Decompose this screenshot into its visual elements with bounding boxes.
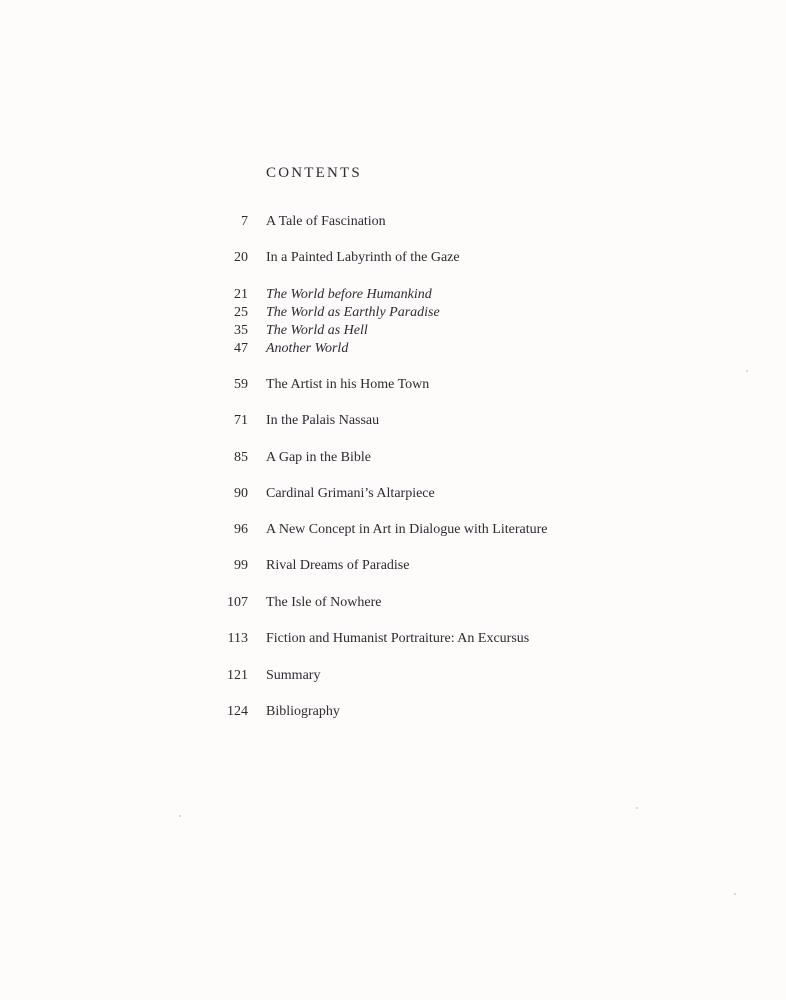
toc-subentry[interactable] — [0, 322, 786, 340]
toc-subtitle: The World before Humankind — [266, 287, 432, 302]
toc-entry[interactable] — [0, 594, 786, 612]
toc-title: Summary — [266, 668, 321, 683]
toc-page-number: 96 — [234, 522, 248, 537]
toc-entry[interactable] — [0, 449, 786, 467]
toc-entry[interactable] — [0, 376, 786, 394]
toc-title: Bibliography — [266, 704, 340, 719]
toc-entry[interactable] — [0, 249, 786, 267]
toc-entry[interactable] — [0, 213, 786, 231]
toc-page-number: 71 — [234, 413, 248, 428]
toc-title: The Artist in his Home Town — [266, 377, 430, 392]
toc-title: In a Painted Labyrinth of the Gaze — [266, 250, 460, 265]
toc-entry[interactable] — [0, 485, 786, 503]
toc-entry[interactable] — [0, 521, 786, 539]
toc-entry[interactable] — [0, 703, 786, 721]
toc-page-number: 113 — [227, 631, 248, 646]
toc-page-number: 124 — [227, 704, 248, 719]
contents-heading: CONTENTS — [266, 165, 362, 181]
paper-speck — [746, 370, 748, 372]
toc-title: Rival Dreams of Paradise — [266, 558, 410, 573]
toc-entry[interactable] — [0, 557, 786, 575]
paper-speck — [179, 815, 181, 817]
toc-page-number: 107 — [227, 595, 248, 610]
toc-subtitle: Another World — [266, 341, 349, 356]
toc-title: Cardinal Grimani’s Altarpiece — [266, 486, 435, 501]
toc-page-number: 25 — [234, 305, 248, 320]
toc-subentry[interactable] — [0, 340, 786, 358]
toc-page-number: 121 — [227, 668, 248, 683]
toc-subtitle: The World as Hell — [266, 323, 368, 338]
toc-page-number: 20 — [234, 250, 248, 265]
toc-page-number: 47 — [234, 341, 248, 356]
toc-page-number: 59 — [234, 377, 248, 392]
toc-page-number: 21 — [234, 287, 248, 302]
toc-title: A New Concept in Art in Dialogue with Literature — [266, 522, 548, 537]
toc-page-number: 99 — [234, 558, 248, 573]
toc-title: The Isle of Nowhere — [266, 595, 382, 610]
toc-entry[interactable] — [0, 412, 786, 430]
toc-page-number: 7 — [241, 214, 248, 229]
toc-page-number: 35 — [234, 323, 248, 338]
paper-speck — [636, 807, 638, 809]
toc-page-number: 90 — [234, 486, 248, 501]
paper-speck — [734, 893, 736, 895]
toc-subtitle: The World as Earthly Paradise — [266, 305, 440, 320]
toc-subentry[interactable] — [0, 286, 786, 304]
toc-subentry[interactable] — [0, 304, 786, 322]
toc-entry[interactable] — [0, 630, 786, 648]
toc-entry[interactable] — [0, 667, 786, 685]
toc-title: A Tale of Fascination — [266, 214, 386, 229]
toc-title: Fiction and Humanist Portraiture: An Excursus — [266, 631, 530, 646]
toc-title: In the Palais Nassau — [266, 413, 380, 428]
toc-page-number: 85 — [234, 450, 248, 465]
toc-title: A Gap in the Bible — [266, 450, 371, 465]
